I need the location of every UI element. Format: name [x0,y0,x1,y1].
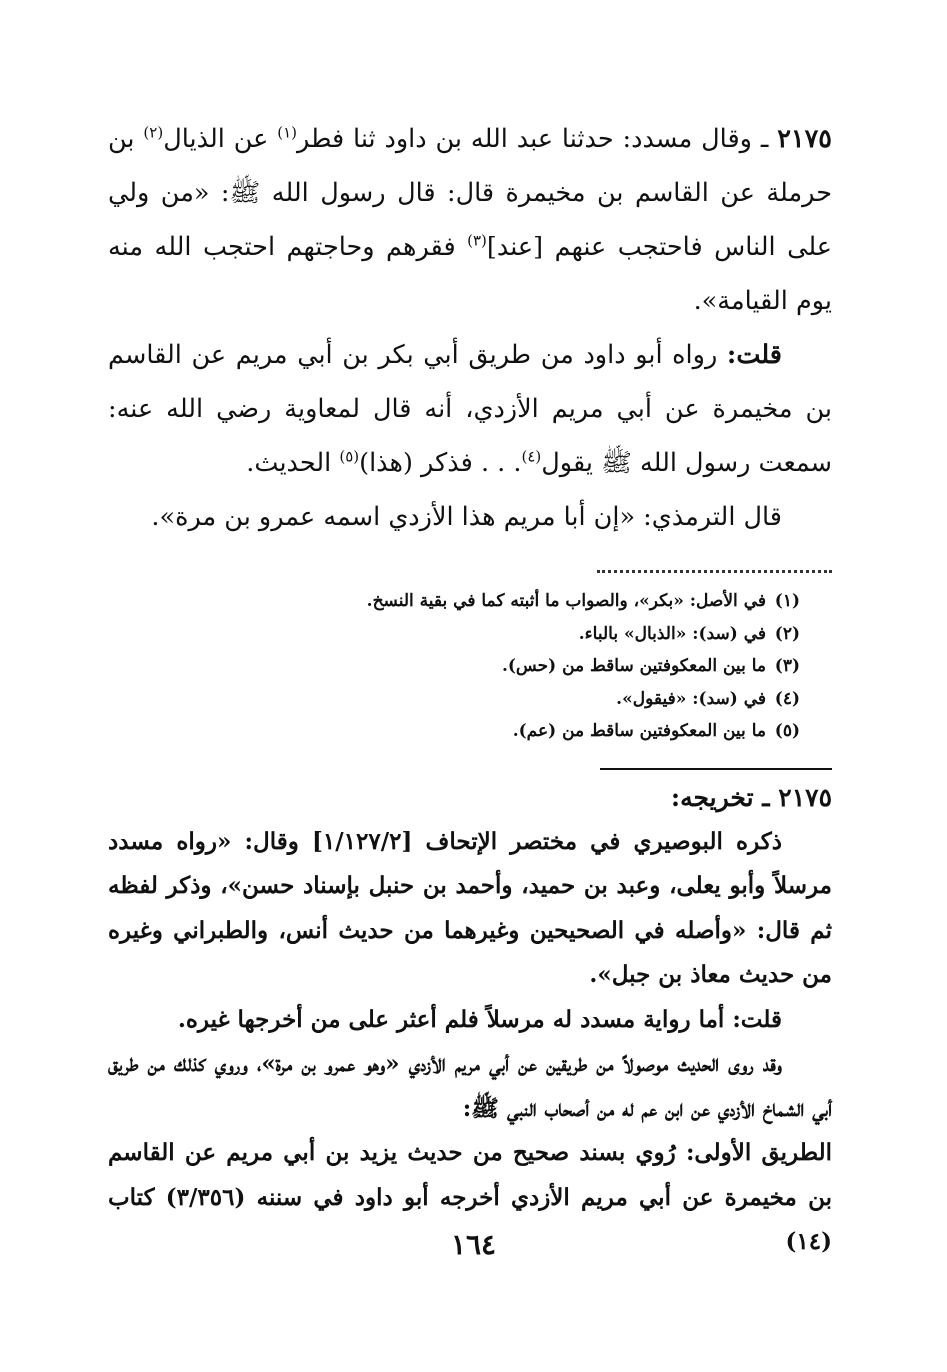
page-number: ١٦٤ [450,1228,497,1261]
footnote-text: في (سد): «فيقول». [616,688,766,709]
footnote-separator [597,570,832,577]
tirmidhi-paragraph: قال الترمذي: «إن أبا مريم هذا الأزدي اسمه عمرو بن مرة». [151,502,782,532]
footnotes [108,585,832,748]
footnote-text: في (سد): «الذبال» بالباء. [578,623,766,644]
commentary-paragraph [108,328,832,490]
page-body [108,112,832,1265]
takhrij-number: ٢١٧٥ [778,782,832,812]
footnote-ref-2: (٢) [143,123,164,142]
footnote-text: ما بين المعكوفتين ساقط من (عم). [512,721,766,741]
commentary-text-c: الحديث. [246,448,340,478]
footnote [108,715,832,748]
footnote [108,650,832,683]
hadith-text-c: بن حرملة عن القاسم بن مخيمرة قال: قال رسول الله ﷺ: «من ولي على الناس فاحتجب عنهم [عند] [108,124,832,262]
footnote [108,618,832,651]
footnote-ref-1: (١) [277,123,297,142]
footnote-number: (٣) [774,656,800,676]
takhrij-paragraph [108,998,832,1043]
main-text [108,112,832,544]
footnote [108,585,832,618]
takhrij-paragraph: ذكره البوصيري في مختصر الإتحاف [١/١٢٧/٢] وقال: «رواه مسدد مرسلاً وأبو يعلى، وعبد بن حميد، وأحمد بن حنبل بإسناد حسن»، وذكر لفظه ثم قال: «وأصله في الصحيحين وغيرهما من حديث أنس، والطبراني وغيره من حديث معاذ بن جبل». [108,827,832,988]
footnote-text: في الأصل: «بكر»، والصواب ما أثبته كما في بقية النسخ. [366,591,766,611]
hadith-text-d: فقرهم وحاجتهم احتجب الله منه يوم القيامة». [108,232,832,316]
commentary-text-b: . . . فذكر (هذا) [359,448,522,478]
takhrij-heading [108,776,832,820]
footnote-ref-4: (٤) [521,447,542,466]
footnote [108,683,832,716]
hadith-text-a: ـ وقال مسدد: حدثنا عبد الله بن داود ثنا فطر [297,124,769,154]
takhrij-label: قلت: [732,1005,782,1033]
commentary-label: قلت: [726,340,782,370]
takhrij-title: ـ تخريجه: [670,782,770,812]
hadith-paragraph [108,112,832,328]
footnote-number: (٥) [774,721,800,741]
hadith-number: ٢١٧٥ [777,124,832,154]
footnote-ref-5: (٥) [339,447,360,466]
section-rule [600,768,832,770]
hadith-text-b: عن الذيال [163,124,278,154]
takhrij-text: أما رواية مسدد له مرسلاً فلم أعثر على من أخرجها غيره. [177,1005,733,1033]
footnote-ref-3: (٣) [467,231,487,250]
footnote-number: (١) [774,591,800,611]
takhrij-label: الطريق الأولى: [685,1139,832,1166]
footnote-number: (٤) [774,688,800,709]
takhrij-text: رُوي بسند صحيح من حديث يزيد بن أبي مريم عن القاسم بن مخيمرة عن أبي مريم الأزدي أخرجه أبو داود في سننه (٣/٣٥٦) كتاب (١٤) [108,1139,832,1255]
takhrij-body [108,820,832,1265]
footnote-text: ما بين المعكوفتين ساقط من (حس). [501,656,766,676]
takhrij-paragraph: وقد روى الحديث موصولاً من طريقين عن أبي مريم الأزدي «وهو عمرو بن مرة»، وروي كذلك من طريق أبي الشماخ الأزدي عن ابن عم له من أصحاب النبي ﷺ: [108,1050,832,1122]
footnote-number: (٢) [774,623,800,644]
commentary-text-a: رواه أبو داود من طريق أبي بكر بن أبي مريم عن القاسم بن مخيمرة عن أبي مريم الأزدي، أنه قال لمعاوية رضي الله عنه: سمعت رسول الله ﷺ يقول [108,340,832,478]
